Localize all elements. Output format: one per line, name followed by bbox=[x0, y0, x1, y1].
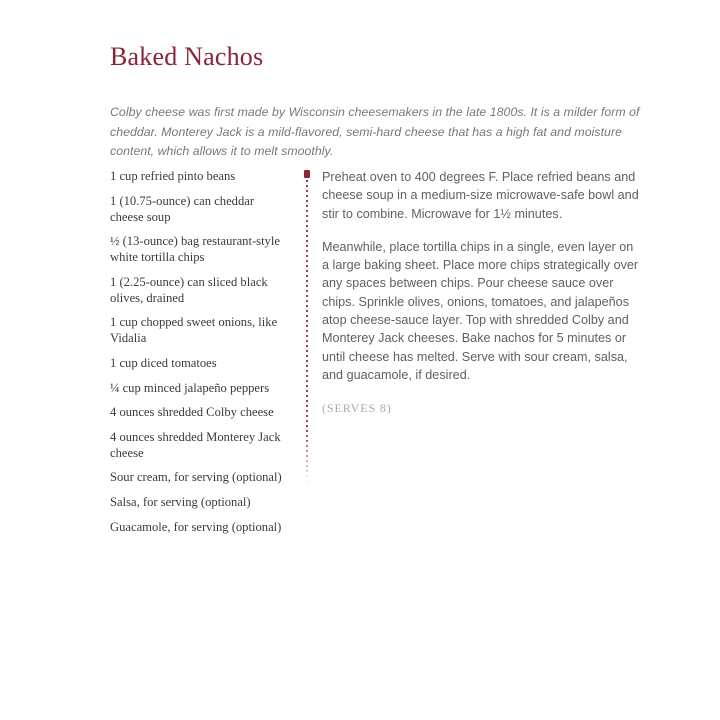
instruction-step: Preheat oven to 400 degrees F. Place refried beans and cheese soup in a medium-size microwave-safe bowl and stir to combine. Microwave for 1½ minutes. bbox=[322, 170, 639, 221]
ingredient-item: 4 ounces shredded Colby cheese bbox=[110, 405, 274, 420]
page-title: Baked Nachos bbox=[110, 42, 264, 71]
ingredient-item: 4 ounces shredded Monterey Jack cheese bbox=[110, 429, 281, 460]
divider-dotted-line bbox=[306, 180, 308, 484]
column-divider bbox=[304, 168, 310, 486]
ingredient-item: Salsa, for serving (optional) bbox=[110, 494, 251, 509]
ingredient-item: ½ (13-ounce) bag restaurant-style white tortilla chips bbox=[110, 234, 280, 265]
divider-cap-marker bbox=[304, 170, 310, 178]
serves-label: (SERVES 8) bbox=[322, 401, 392, 416]
ingredient-item: ¼ cup minced jalapeño peppers bbox=[110, 380, 270, 395]
ingredient-item: Sour cream, for serving (optional) bbox=[110, 470, 282, 485]
instruction-step: Meanwhile, place tortilla chips in a single, even layer on a large baking sheet. Place more chips strategically over any spaces between chips. Pour cheese sauce over chips. Sprinkle olives, onions, tomatoes, and jalapeños atop cheese-sauce layer. Top with shredded Colby and Monterey Jack cheeses. Bake nachos for 5 minutes or until cheese has melted. Serve with sour cream, salsa, and guacamole, if desired. bbox=[322, 239, 639, 382]
recipe-intro-text: Colby cheese was first made by Wisconsin cheesemakers in the late 1800s. It is a milder form of cheddar. Monterey Jack is a mild-flavored, semi-hard cheese that has a high fat and moisture content, which allows it to melt smoothly. bbox=[110, 105, 640, 159]
ingredient-item: 1 (10.75-ounce) can cheddar cheese soup bbox=[110, 193, 255, 224]
ingredient-item: 1 (2.25-ounce) can sliced black olives, drained bbox=[110, 274, 268, 305]
ingredient-item: Guacamole, for serving (optional) bbox=[110, 519, 282, 534]
ingredient-item: 1 cup chopped sweet onions, like Vidalia bbox=[110, 315, 278, 346]
instructions-list bbox=[322, 168, 640, 433]
ingredient-item: 1 cup diced tomatoes bbox=[110, 355, 217, 370]
ingredients-list bbox=[110, 168, 290, 543]
ingredient-item: 1 cup refried pinto beans bbox=[110, 169, 236, 183]
